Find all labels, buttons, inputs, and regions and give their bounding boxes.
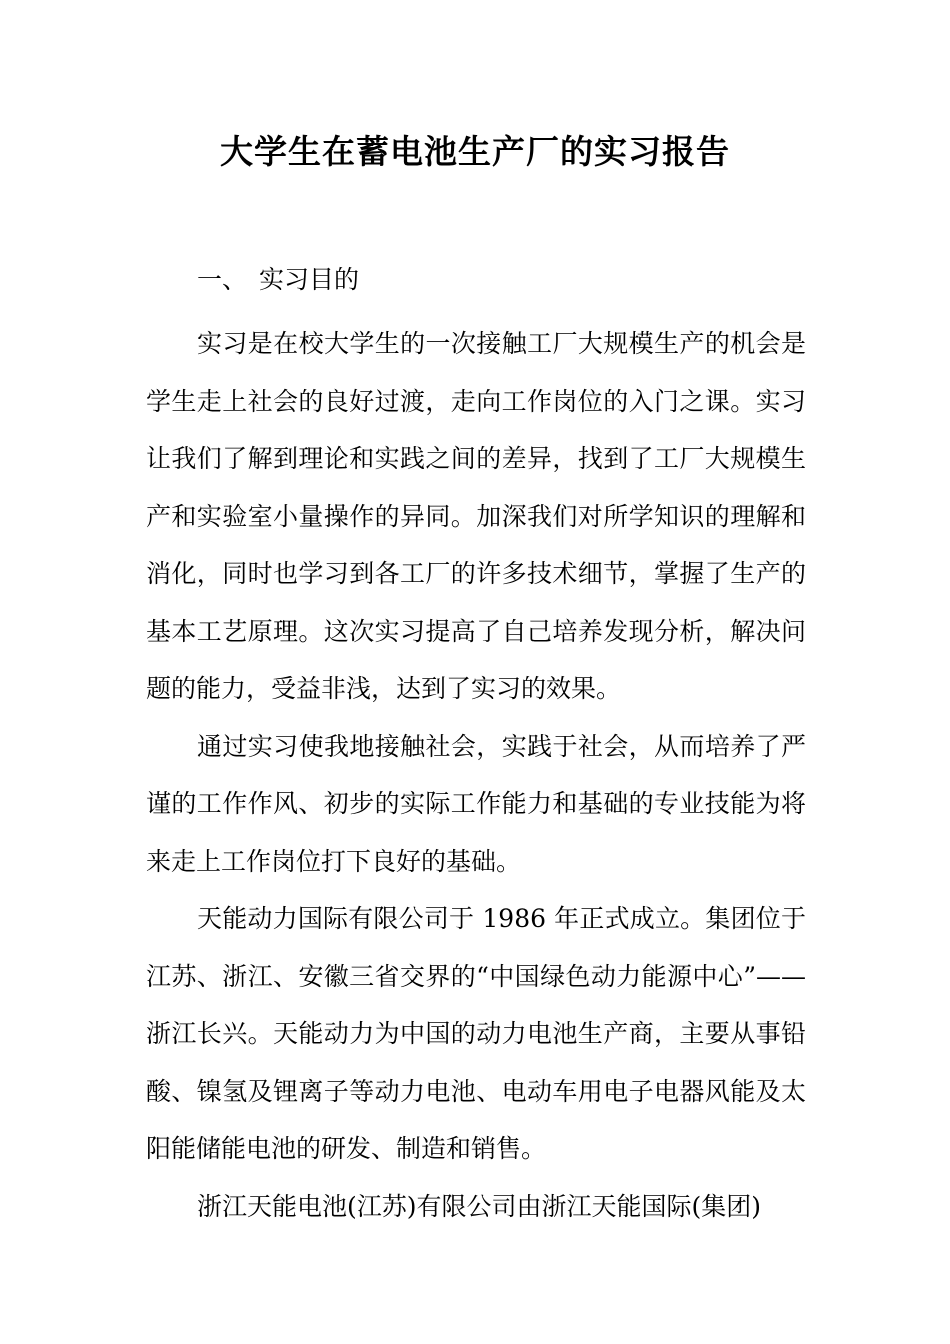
paragraph: 通过实习使我地接触社会，实践于社会，从而培养了严谨的工作作风、初步的实际工作能力和基础的专业技能为将来走上工作岗位打下良好的基础。 <box>146 731 806 876</box>
section-number: 一、 <box>197 265 248 294</box>
document-body <box>146 315 806 1235</box>
document-title: 大学生在蓄电池生产厂的实习报告 <box>220 132 730 171</box>
paragraph: 实习是在校大学生的一次接触工厂大规模生产的机会是学生走上社会的良好过渡，走向工作岗位的入门之课。实习让我们了解到理论和实践之间的差异，找到了工厂大规模生产和实验室小量操作的异同。加深我们对所学知识的理解和消化，同时也学习到各工厂的许多技术细节，掌握了生产的基本工艺原理。这次实习提高了自己培养发现分析，解决问题的能力，受益非浅，达到了实习的效果。 <box>146 329 806 703</box>
paragraph: 天能动力国际有限公司于 1986 年正式成立。集团位于江苏、浙江、安徽三省交界的“中国绿色动力能源中心”——浙江长兴。天能动力为中国的动力电池生产商，主要从事铅酸、镍氢及锂离子等动力电池、电动车用电子电器风能及太阳能储能电池的研发、制造和销售。 <box>146 904 806 1163</box>
section-heading-text: 实习目的 <box>259 265 360 294</box>
section-heading <box>197 260 359 300</box>
paragraph: 浙江天能电池(江苏)有限公司由浙江天能国际(集团) <box>197 1191 762 1221</box>
